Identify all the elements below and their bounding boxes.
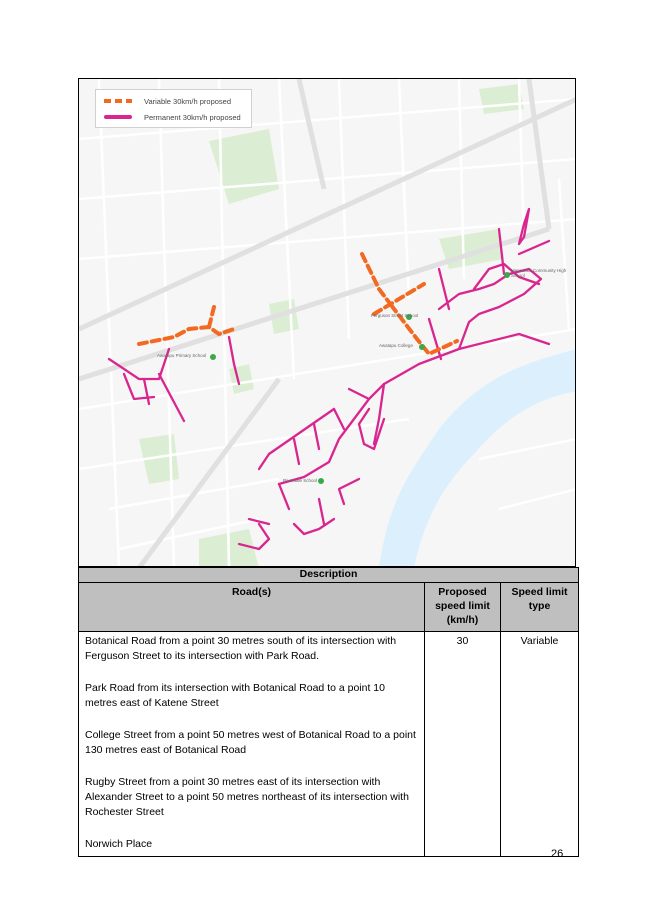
map-legend [95, 89, 252, 128]
table-header-row [79, 583, 579, 632]
variable-swatch [104, 99, 132, 103]
permanent-swatch [104, 115, 132, 119]
speed-limit-map [78, 78, 576, 567]
header-roads: Road(s) [79, 583, 425, 632]
poi-label: Manawatu Community High School [511, 268, 567, 278]
legend-variable-label: Variable 30km/h proposed [144, 96, 231, 106]
map-canvas [79, 79, 576, 567]
poi-label: Awatapu Primary School [157, 353, 207, 358]
table-title: Description [79, 568, 579, 583]
poi-label: Riverdale School [283, 478, 318, 483]
road-entry: Park Road from its intersection with Botanical Road to a point 10 metres east of Katene Street [85, 682, 385, 709]
page-number: 26 [551, 848, 564, 860]
description-table [78, 567, 579, 857]
speed-limit-value: 30 [425, 632, 501, 857]
road-entry: Botanical Road from a point 30 metres south of its intersection with Ferguson Street to its intersection with Park Road. [85, 635, 397, 662]
legend-permanent-label: Permanent 30km/h proposed [144, 112, 241, 122]
road-entry: College Street from a point 50 metres west of Botanical Road to a point 130 metres east of Botanical Road [85, 729, 416, 756]
limit-type-value: Variable [501, 632, 579, 857]
table-title-row [79, 568, 579, 583]
road-entry: Norwich Place [85, 838, 153, 850]
road-entry: Rugby Street from a point 30 metres east of its intersection with Alexander Street to a point 50 metres northeast of its intersection with Rochester Street [85, 776, 409, 818]
header-speed: Proposed speed limit (km/h) [425, 583, 501, 632]
legend-permanent [104, 111, 241, 123]
poi-label: Awatapu College [379, 343, 413, 348]
header-type: Speed limit type [501, 583, 579, 632]
table-row [79, 632, 579, 857]
poi-label: Ferguson Street School [371, 313, 419, 318]
roads-cell [79, 632, 425, 857]
legend-variable [104, 95, 231, 107]
